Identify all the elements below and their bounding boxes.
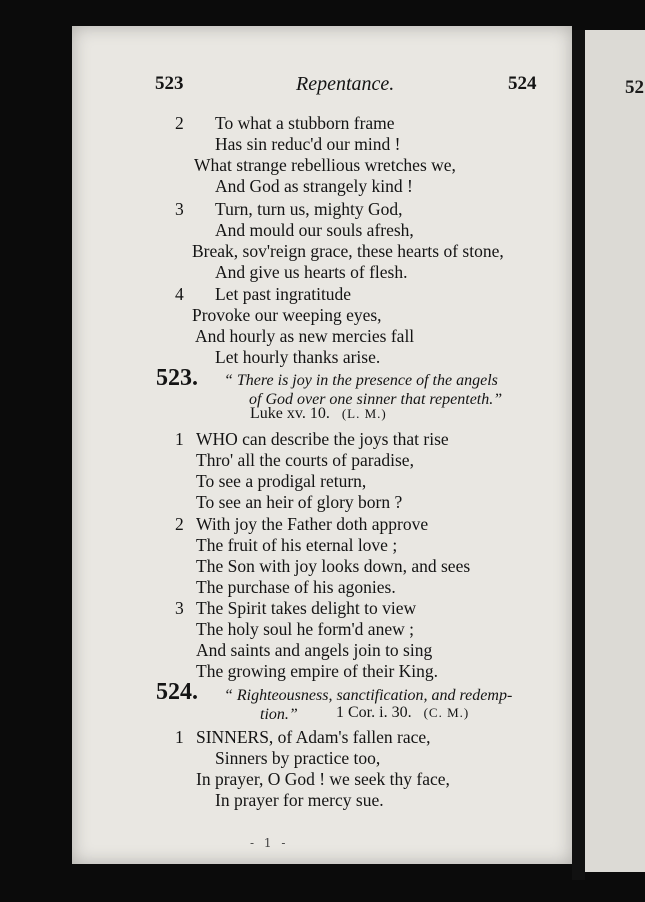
scripture-reference: 1 Cor. i. 30. [336,704,412,721]
verse-line: Sinners by practice too, [215,748,381,768]
facing-page-number: 52 [625,77,644,98]
verse-line: With joy the Father doth approve [196,514,429,534]
verse-line: The growing empire of their King. [196,661,439,681]
verse-line: And give us hearts of flesh. [215,262,408,282]
header-left-number: 523 [155,73,184,94]
verse-line: In prayer, O God ! we seek thy face, [196,769,450,789]
facing-page-edge [585,30,645,872]
verse-number: 2 [175,113,184,133]
verse-line: To what a stubborn frame [215,113,395,133]
verse-line: What strange rebellious wretches we, [194,155,456,175]
hymn-subtitle-line: of God over one sinner that repenteth.” [249,391,503,408]
verse-number: 4 [175,284,184,304]
scripture-reference: Luke xv. 10. [250,405,330,422]
verse-line: Break, sov'reign grace, these hearts of stone, [192,241,504,261]
header-right-number: 524 [508,73,537,94]
hymn-number-523: 523. [156,365,198,391]
verse-line: Let past ingratitude [215,284,352,304]
verse-line: And God as strangely kind ! [215,176,413,196]
verse-line: In prayer for mercy sue. [215,790,384,810]
verse-line: WHO can describe the joys that rise [196,429,449,449]
book-gutter [572,30,585,880]
hymn-meter: (L. M.) [341,406,387,421]
verse-number: 3 [175,598,184,618]
verse-line: The holy soul he form'd anew ; [196,619,414,639]
hymn-subtitle-line: tion.” [260,706,298,723]
verse-line: And hourly as new mercies fall [195,326,415,346]
hymn-number-524: 524. [156,679,198,705]
verse-line: To see a prodigal return, [196,471,367,491]
page-footer-mark: - 1 - [250,836,289,850]
verse-number: 1 [175,429,184,449]
verse-number: 3 [175,199,184,219]
verse-line: The Son with joy looks down, and sees [196,556,471,576]
verse-line: Thro' all the courts of paradise, [196,450,414,470]
verse-line: Has sin reduc'd our mind ! [215,134,401,154]
verse-line: The Spirit takes delight to view [196,598,417,618]
verse-line: The purchase of his agonies. [196,577,396,597]
hymn-meter: (C. M.) [423,705,470,720]
hymn-reference [250,405,387,423]
verse-line: SINNERS, of Adam's fallen race, [196,727,431,747]
page-title: Repentance. [296,73,395,95]
hymn-reference [336,704,469,722]
verse-number: 2 [175,514,184,534]
verse-line: Provoke our weeping eyes, [192,305,382,325]
verse-line: And saints and angels join to sing [196,640,433,660]
hymn-subtitle-line: “ There is joy in the presence of the angels [224,372,498,389]
verse-line: The fruit of his eternal love ; [196,535,398,555]
verse-line: Turn, turn us, mighty God, [215,199,403,219]
verse-line: Let hourly thanks arise. [215,347,381,367]
verse-line: And mould our souls afresh, [215,220,414,240]
verse-line: To see an heir of glory born ? [196,492,403,512]
verse-number: 1 [175,727,184,747]
hymn-subtitle-line: “ Righteousness, sanctification, and redemp- [224,687,513,704]
